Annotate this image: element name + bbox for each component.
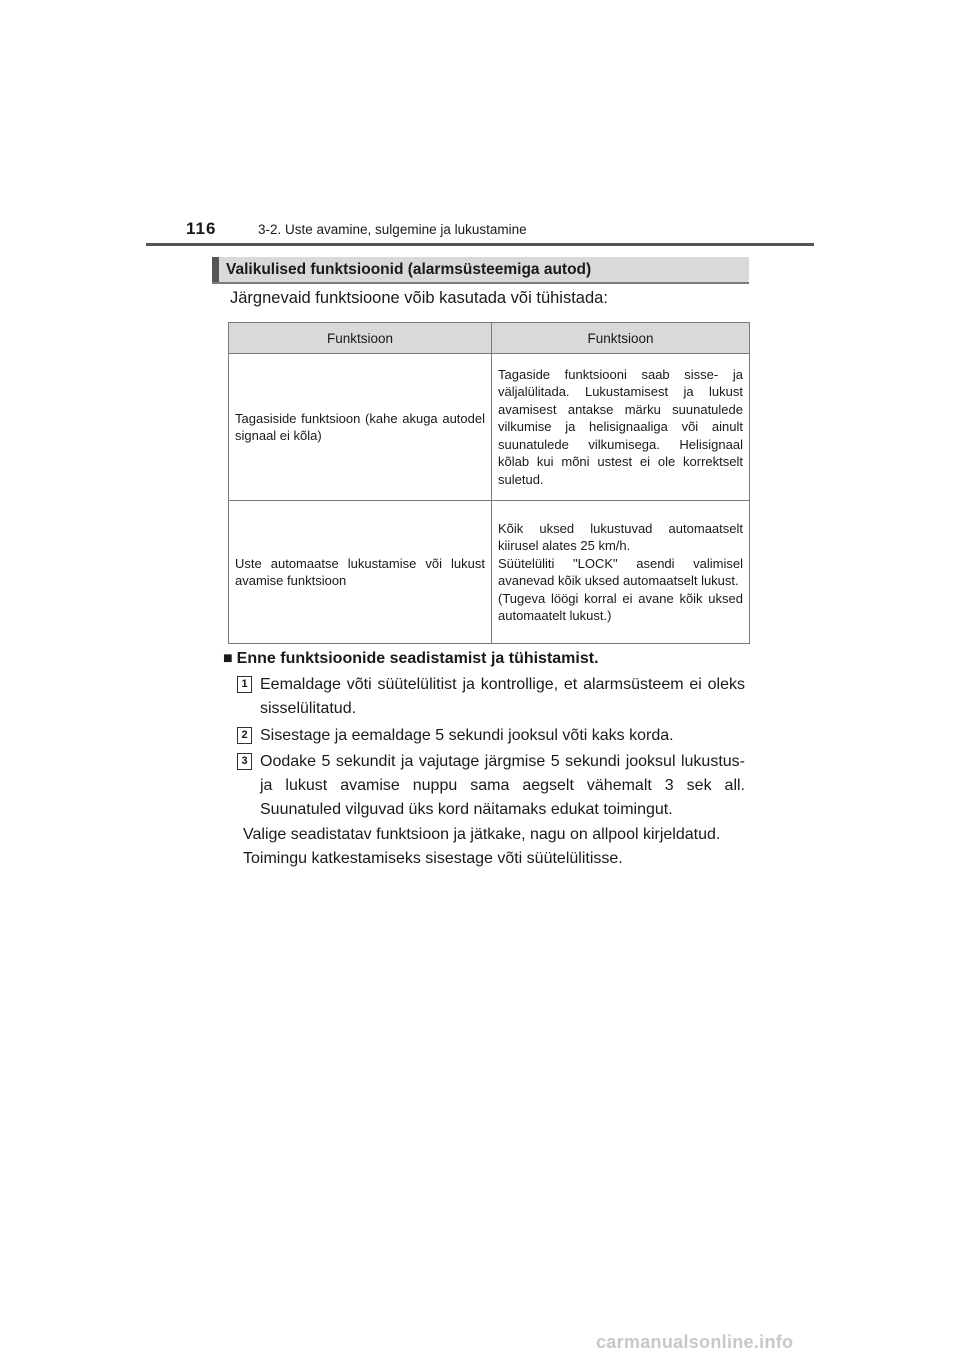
table-header-function-description: Funktsioon <box>492 323 750 354</box>
step-item <box>237 673 745 721</box>
table-cell-function-description: Tagaside funktsiooni saab sisse- ja väljalülitada. Lukustamisest ja lukust avamisest antakse märku suunatulede vilkumise ja helisignaaliga või ainult suunatulede vilkumisega. Helisignaal kõlab kui mõni ustest ei ole korrektselt suletud. <box>492 354 750 501</box>
step-text: Sisestage ja eemaldage 5 sekundi jooksul võti kaks korda. <box>260 727 674 744</box>
section-heading-bar <box>212 257 749 284</box>
heading-marker <box>212 257 219 282</box>
step-number-badge: 2 <box>237 727 252 744</box>
table-header-function: Funktsioon <box>229 323 492 354</box>
table-cell-function-description: Kõik uksed lukustuvad automaatselt kiirusel alates 25 km/h. Süütelüliti "LOCK" asendi valimisel avanevad kõik uksed automaatselt lukust. (Tugeva löögi korral ei avane kõik uksed automaatelt lukust.) <box>492 501 750 644</box>
step-item <box>237 750 745 822</box>
watermark: carmanualsonline.info <box>596 1332 794 1352</box>
procedure-heading <box>223 650 599 668</box>
outro-line: Toimingu katkestamiseks sisestage võti süütelülitisse. <box>243 850 623 867</box>
step-text: Eemaldage võti süütelülitist ja kontrollige, et alarmsüsteem ei oleks sisselülitatud. <box>260 676 745 717</box>
step-number-badge: 3 <box>237 753 252 770</box>
table-row <box>229 354 750 501</box>
section-intro: Järgnevaid funktsioone võib kasutada või tühistada: <box>230 289 608 307</box>
table-cell-function-name: Uste automaatse lukustamise või lukust avamise funktsioon <box>229 501 492 644</box>
step-number-badge: 1 <box>237 676 252 693</box>
table-header-row <box>229 323 750 354</box>
section-heading: Valikulised funktsioonid (alarmsüsteemiga autod) <box>226 261 592 278</box>
step-text: Oodake 5 sekundit ja vajutage järgmise 5 sekundi jooksul lukustus- ja lukust avamise nuppu sama aegselt vähemalt 3 sek all. Suunatuled vilguvad üks kord näitamaks edukat toimingut. <box>260 753 745 818</box>
step-item <box>237 724 745 748</box>
procedure-title: Enne funktsioonide seadistamist ja tühistamist. <box>236 650 599 667</box>
table-row <box>229 501 750 644</box>
header-divider <box>146 243 814 246</box>
page-number: 116 <box>186 219 217 238</box>
section-path: 3-2. Uste avamine, sulgemine ja lukustamine <box>258 222 527 237</box>
table-cell-function-name: Tagasiside funktsioon (kahe akuga autodel signaal ei kõla) <box>229 354 492 501</box>
square-bullet-icon: ■ <box>223 650 233 667</box>
procedure-outro <box>243 823 748 871</box>
outro-line: Valige seadistatav funktsioon ja jätkake, nagu on allpool kirjeldatud. <box>243 826 721 843</box>
function-table <box>228 322 750 644</box>
